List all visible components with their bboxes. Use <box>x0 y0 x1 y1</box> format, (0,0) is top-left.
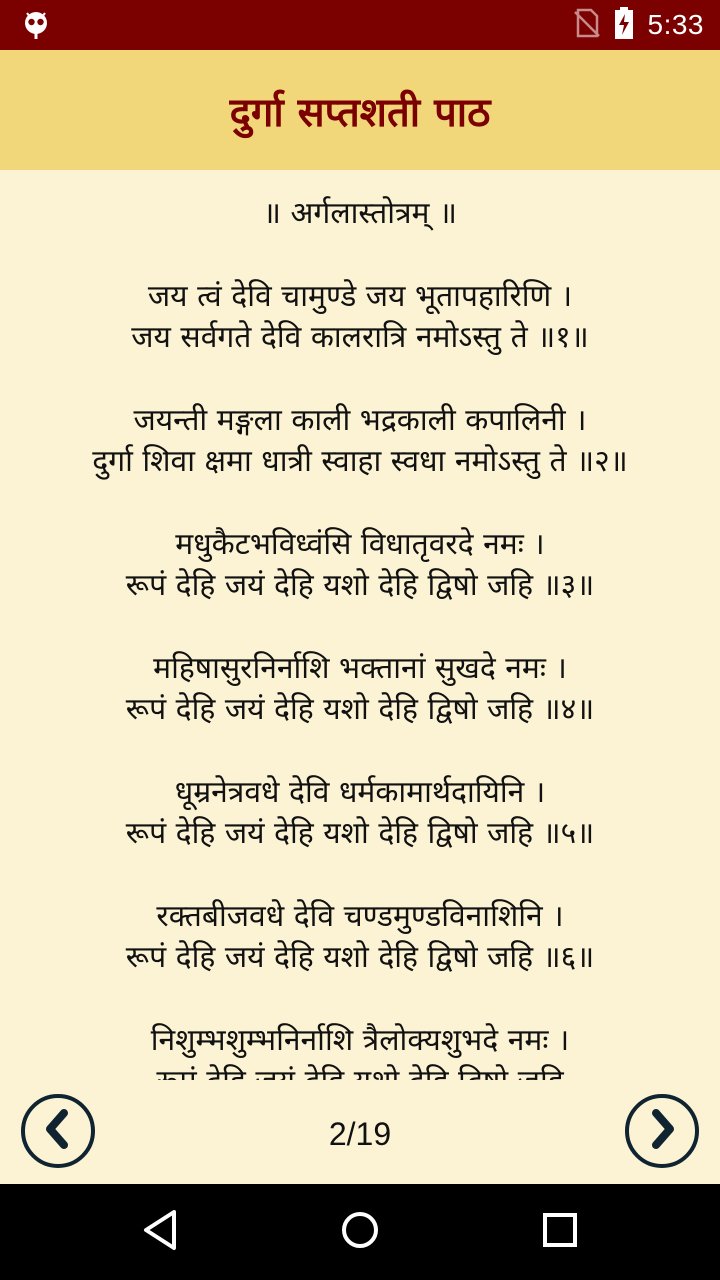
android-debug-icon <box>22 10 50 40</box>
verse-line: मधुकैटभविध्वंसि विधातृवरदे नमः । <box>175 527 545 562</box>
verse-line: निशुम्भशुम्भनिर्नाशि त्रैलोक्यशुभदे नमः । <box>150 1023 570 1058</box>
verse-line: रूपं देहि जयं देहि यशो देहि द्विषो जहि ॥५॥ <box>125 816 595 851</box>
verse-line: दुर्गा शिवा क्षमा धात्री स्वाहा स्वधा नमोऽस्तु ते ॥२॥ <box>92 444 628 479</box>
verse-line: रूपं देहि जयं देहि यशो देहि द्विषो जहि ॥४॥ <box>125 692 595 727</box>
no-sim-icon <box>574 8 600 42</box>
verse-6 <box>0 896 720 978</box>
verse-4 <box>0 648 720 730</box>
status-bar <box>0 0 720 50</box>
status-indicators <box>574 0 705 50</box>
app-title: दुर्गा सप्तशती पाठ <box>229 89 491 136</box>
verse-5 <box>0 772 720 854</box>
verse-line: रक्तबीजवधे देवि चण्डमुण्डविनाशिनि । <box>156 899 564 934</box>
chevron-right-icon <box>645 1109 679 1153</box>
page-indicator: 2/19 <box>328 1116 392 1152</box>
verse-2 <box>0 400 720 482</box>
verse-line: जय त्वं देवि चामुण्डे जय भूतापहारिणि । <box>147 279 573 314</box>
text-content[interactable] <box>0 170 720 1080</box>
battery-charging-icon <box>614 7 634 43</box>
home-circle-icon[interactable] <box>340 1208 380 1256</box>
system-nav-bar <box>0 1184 720 1280</box>
back-triangle-icon[interactable] <box>140 1208 180 1256</box>
section-heading: ॥ अर्गलास्तोत्रम् ॥ <box>263 196 457 231</box>
verse-line: जय सर्वगते देवि कालरात्रि नमोऽस्तु ते ॥१॥ <box>131 320 589 355</box>
verse-1 <box>0 276 720 358</box>
verse-line: धूम्रनेत्रवधे देवि धर्मकामार्थदायिनि । <box>174 775 546 810</box>
verse-line: रूपं देहि जयं देहि यशो देहि द्विषो जहि ॥६॥ <box>125 940 595 975</box>
next-page-button[interactable] <box>625 1094 699 1168</box>
app-bar <box>0 50 720 170</box>
page-footer <box>0 1080 720 1184</box>
verse-3 <box>0 524 720 606</box>
recents-square-icon[interactable] <box>542 1208 578 1256</box>
verse-line: रूपं देहि जयं देहि यशो देहि द्विषो जहि ॥३॥ <box>125 568 595 603</box>
status-time: 5:33 <box>647 9 704 40</box>
verse-line: जयन्ती मङ्गला काली भद्रकाली कपालिनी । <box>133 403 587 438</box>
verse-line: महिषासुरनिर्नाशि भक्तानां सुखदे नमः । <box>153 651 567 686</box>
